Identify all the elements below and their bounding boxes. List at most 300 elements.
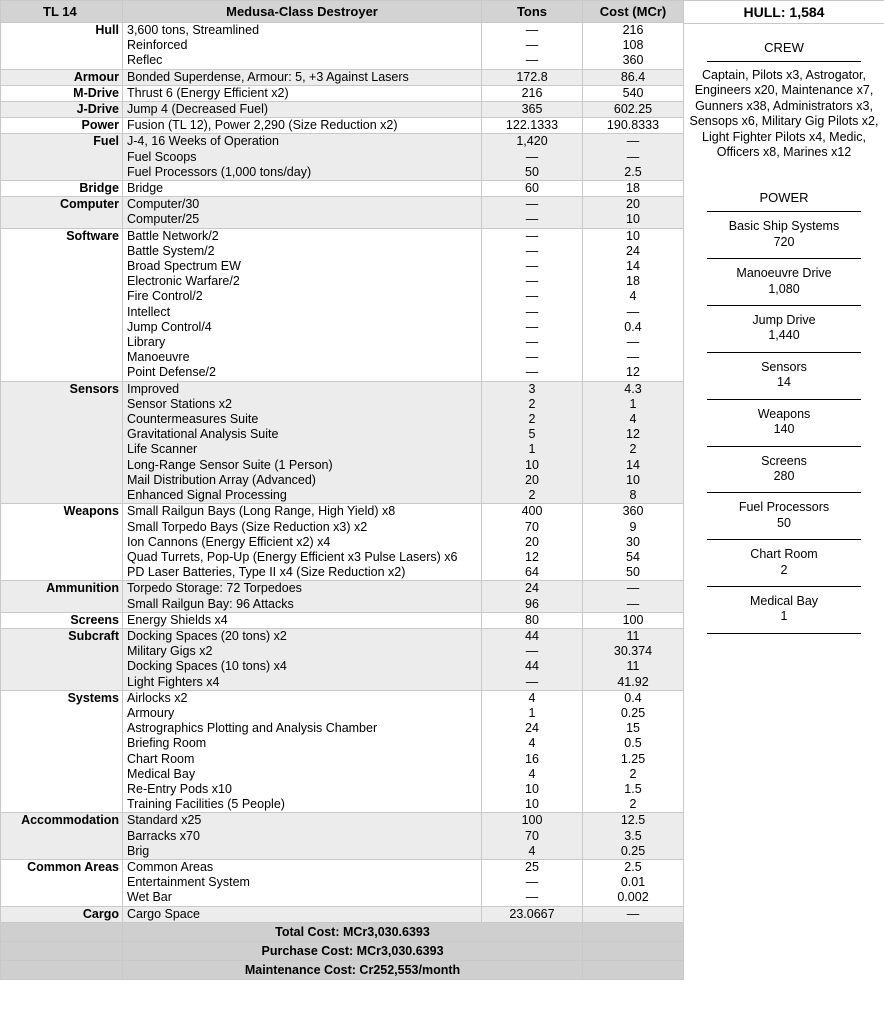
- cost-value: 41.92: [617, 674, 649, 689]
- tons-value: —: [525, 674, 539, 689]
- cost-value: 2: [629, 442, 637, 457]
- cost-value: 9: [629, 519, 637, 534]
- power-item-label: Chart Room: [750, 547, 818, 562]
- component-item: Enhanced Signal Processing: [127, 488, 287, 503]
- tons-value: 44: [525, 628, 539, 643]
- cost-value: 360: [622, 53, 644, 68]
- cost-cell: [583, 102, 684, 118]
- cost-cell: [583, 628, 684, 690]
- cost-cell: [583, 134, 684, 181]
- component-item: Chart Room: [127, 751, 195, 766]
- power-item-label: Basic Ship Systems: [728, 219, 840, 234]
- table-header-row: [1, 1, 684, 23]
- cost-cell: [583, 813, 684, 860]
- power-item-value: 280: [773, 468, 795, 483]
- category-label: Common Areas: [1, 859, 123, 906]
- table-row: [1, 859, 684, 906]
- cost-value: 86.4: [620, 69, 646, 84]
- tons-value: 2: [528, 488, 536, 503]
- maintenance-cost: Maintenance Cost: Cr252,553/month: [123, 960, 583, 979]
- category-label: Fuel: [1, 134, 123, 181]
- cost-value: 1.25: [620, 751, 646, 766]
- category-label: Sensors: [1, 381, 123, 504]
- power-list: [684, 212, 884, 633]
- component-cell: [123, 581, 482, 612]
- component-item: Computer/30: [127, 197, 200, 212]
- component-item: Barracks x70: [127, 828, 200, 843]
- component-item: Re-Entry Pods x10: [127, 781, 232, 796]
- tons-cell: [482, 612, 583, 628]
- tons-value: —: [525, 644, 539, 659]
- component-item: Reflec: [127, 53, 163, 68]
- tons-cell: [482, 197, 583, 228]
- tons-cell: [482, 628, 583, 690]
- component-item: Electronic Warfare/2: [127, 274, 240, 289]
- table-row: [1, 69, 684, 85]
- tons-value: 10: [525, 781, 539, 796]
- tons-cell: [482, 859, 583, 906]
- hull-points: HULL: 1,584: [684, 0, 884, 24]
- category-label: Cargo: [1, 906, 123, 922]
- cost-value: 18: [626, 181, 640, 196]
- tons-cell: [482, 118, 583, 134]
- component-item: Wet Bar: [127, 890, 172, 905]
- purchase-cost-row: [1, 941, 684, 960]
- component-item: Thrust 6 (Energy Efficient x2): [127, 85, 289, 100]
- tons-value: 400: [521, 504, 543, 519]
- category-label: Systems: [1, 690, 123, 813]
- cost-value: 108: [622, 38, 644, 53]
- cost-value: 3.5: [624, 828, 642, 843]
- cost-value: 1: [629, 396, 637, 411]
- component-item: Light Fighters x4: [127, 674, 220, 689]
- component-item: Bonded Superdense, Armour: 5, +3 Against Lasers: [127, 69, 409, 84]
- component-cell: [123, 906, 482, 922]
- power-item: [684, 306, 884, 352]
- tons-value: 12: [525, 549, 539, 564]
- tons-value: —: [525, 365, 539, 380]
- component-item: Mail Distribution Array (Advanced): [127, 472, 316, 487]
- cost-value: 602.25: [613, 102, 653, 117]
- component-cell: [123, 690, 482, 813]
- cost-value: 15: [626, 721, 640, 736]
- cost-value: —: [626, 596, 640, 611]
- power-item: [684, 540, 884, 586]
- cost-value: 4: [629, 289, 637, 304]
- tons-value: —: [525, 38, 539, 53]
- tons-value: 24: [525, 581, 539, 596]
- table-row: [1, 612, 684, 628]
- component-item: Battle Network/2: [127, 228, 219, 243]
- power-item: [684, 447, 884, 493]
- tons-value: —: [525, 289, 539, 304]
- table-row: [1, 628, 684, 690]
- tons-value: 44: [525, 659, 539, 674]
- tons-value: —: [525, 890, 539, 905]
- table-row: [1, 197, 684, 228]
- table-row: [1, 690, 684, 813]
- component-item: Fuel Processors (1,000 tons/day): [127, 164, 312, 179]
- cost-value: 12.5: [620, 813, 646, 828]
- component-item: Energy Shields x4: [127, 612, 228, 627]
- cost-value: 14: [626, 259, 640, 274]
- component-item: Bridge: [127, 181, 164, 196]
- component-item: Airlocks x2: [127, 690, 188, 705]
- component-item: Gravitational Analysis Suite: [127, 427, 279, 442]
- tons-cell: [482, 85, 583, 101]
- component-item: Small Torpedo Bays (Size Reduction x3) x2: [127, 519, 368, 534]
- tons-value: 1: [528, 442, 536, 457]
- cost-value: 30: [626, 534, 640, 549]
- cost-value: —: [626, 350, 640, 365]
- component-item: Docking Spaces (20 tons) x2: [127, 628, 287, 643]
- tons-value: 216: [521, 85, 543, 100]
- cost-value: —: [626, 335, 640, 350]
- cost-value: 54: [626, 549, 640, 564]
- table-row: [1, 813, 684, 860]
- tons-value: 20: [525, 472, 539, 487]
- category-label: Ammunition: [1, 581, 123, 612]
- cost-value: 360: [622, 504, 644, 519]
- tons-cell: [482, 23, 583, 70]
- category-label: J-Drive: [1, 102, 123, 118]
- tons-value: 100: [521, 813, 543, 828]
- cost-cell: [583, 228, 684, 381]
- component-item: Medical Bay: [127, 766, 196, 781]
- component-item: Fire Control/2: [127, 289, 203, 304]
- tons-value: 10: [525, 797, 539, 812]
- component-cell: [123, 813, 482, 860]
- power-item-value: 2: [780, 562, 788, 577]
- component-item: Quad Turrets, Pop-Up (Energy Efficient x3 Pulse Lasers) x6: [127, 549, 458, 564]
- cost-value: 30.374: [613, 644, 653, 659]
- component-item: 3,600 tons, Streamlined: [127, 23, 260, 37]
- divider: [707, 633, 861, 634]
- power-item-label: Manoeuvre Drive: [736, 266, 832, 281]
- component-item: Sensor Stations x2: [127, 396, 232, 411]
- tons-value: —: [525, 53, 539, 68]
- component-item: Briefing Room: [127, 736, 207, 751]
- cost-cell: [583, 197, 684, 228]
- cost-value: 1.5: [624, 781, 642, 796]
- category-label: Accommodation: [1, 813, 123, 860]
- cost-value: 100: [622, 612, 644, 627]
- cost-value: 24: [626, 243, 640, 258]
- spec-body: [1, 23, 684, 923]
- maintenance-cost-row: [1, 960, 684, 979]
- tons-value: 20: [525, 534, 539, 549]
- component-item: Fuel Scoops: [127, 149, 197, 164]
- component-item: Battle System/2: [127, 243, 215, 258]
- cost-value: 0.4: [624, 690, 642, 705]
- cost-value: 10: [626, 472, 640, 487]
- tons-value: 64: [525, 565, 539, 580]
- component-item: Broad Spectrum EW: [127, 259, 241, 274]
- component-cell: [123, 85, 482, 101]
- tons-header: Tons: [482, 1, 583, 23]
- category-label: Software: [1, 228, 123, 381]
- table-row: [1, 23, 684, 70]
- cost-cell: [583, 85, 684, 101]
- tons-value: —: [525, 212, 539, 227]
- component-item: Entertainment System: [127, 875, 250, 890]
- tons-cell: [482, 181, 583, 197]
- component-item: Military Gigs x2: [127, 644, 213, 659]
- table-row: [1, 381, 684, 504]
- cost-value: 50: [626, 565, 640, 580]
- cost-value: 216: [622, 23, 644, 37]
- tons-value: 96: [525, 596, 539, 611]
- component-item: Library: [127, 335, 166, 350]
- tons-cell: [482, 228, 583, 381]
- tons-cell: [482, 813, 583, 860]
- component-item: Common Areas: [127, 859, 214, 874]
- cost-value: 11: [626, 628, 640, 643]
- cost-cell: [583, 504, 684, 581]
- total-cost: Total Cost: MCr3,030.6393: [123, 922, 583, 941]
- component-item: Small Railgun Bays (Long Range, High Yield) x8: [127, 504, 396, 519]
- total-cost-row: [1, 922, 684, 941]
- table-row: [1, 581, 684, 612]
- tech-level-header: TL 14: [1, 1, 123, 23]
- tons-value: —: [525, 197, 539, 212]
- cost-value: 0.5: [624, 736, 642, 751]
- category-label: Subcraft: [1, 628, 123, 690]
- tons-value: —: [525, 228, 539, 243]
- tons-cell: [482, 69, 583, 85]
- component-cell: [123, 504, 482, 581]
- table-row: [1, 102, 684, 118]
- tons-value: 16: [525, 751, 539, 766]
- cost-value: —: [626, 134, 640, 149]
- cost-value: 4: [629, 412, 637, 427]
- table-row: [1, 181, 684, 197]
- category-label: Armour: [1, 69, 123, 85]
- component-item: Astrographics Plotting and Analysis Chamber: [127, 721, 378, 736]
- cost-value: 190.8333: [606, 118, 660, 133]
- tons-value: 50: [525, 164, 539, 179]
- cost-value: —: [626, 304, 640, 319]
- tons-value: 80: [525, 612, 539, 627]
- cost-cell: [583, 381, 684, 504]
- component-cell: [123, 69, 482, 85]
- component-item: Small Railgun Bay: 96 Attacks: [127, 596, 294, 611]
- tons-value: 24: [525, 721, 539, 736]
- power-item-value: 720: [773, 234, 795, 249]
- category-label: Power: [1, 118, 123, 134]
- component-cell: [123, 23, 482, 70]
- component-item: Intellect: [127, 304, 171, 319]
- tons-value: 172.8: [516, 69, 548, 84]
- component-item: Torpedo Storage: 72 Torpedoes: [127, 581, 302, 596]
- tons-cell: [482, 504, 583, 581]
- cost-cell: [583, 690, 684, 813]
- power-item: [684, 259, 884, 305]
- tons-value: 70: [525, 519, 539, 534]
- component-cell: [123, 181, 482, 197]
- power-item-label: Screens: [761, 453, 807, 468]
- ship-title-header: Medusa-Class Destroyer: [123, 1, 482, 23]
- cost-cell: [583, 23, 684, 70]
- tons-value: 70: [525, 828, 539, 843]
- cost-cell: [583, 118, 684, 134]
- component-item: Jump 4 (Decreased Fuel): [127, 102, 269, 117]
- tons-value: —: [525, 149, 539, 164]
- component-item: Life Scanner: [127, 442, 198, 457]
- table-row: [1, 118, 684, 134]
- component-cell: [123, 118, 482, 134]
- cost-cell: [583, 181, 684, 197]
- tons-value: —: [525, 304, 539, 319]
- component-item: Training Facilities (5 People): [127, 797, 285, 812]
- table-row: [1, 85, 684, 101]
- crew-heading: CREW: [764, 40, 804, 55]
- component-cell: [123, 228, 482, 381]
- cost-value: 0.01: [620, 875, 646, 890]
- cost-value: 2: [629, 766, 637, 781]
- cost-cell: [583, 581, 684, 612]
- component-cell: [123, 134, 482, 181]
- component-item: Ion Cannons (Energy Efficient x2) x4: [127, 534, 331, 549]
- component-item: Standard x25: [127, 813, 202, 828]
- cost-value: 10: [626, 212, 640, 227]
- power-item: [684, 400, 884, 446]
- power-item-value: 50: [777, 515, 791, 530]
- cost-value: 2.5: [624, 164, 642, 179]
- tons-cell: [482, 134, 583, 181]
- power-item-value: 14: [777, 375, 791, 390]
- tons-value: —: [525, 875, 539, 890]
- component-item: Reinforced: [127, 38, 188, 53]
- sidebar: [684, 0, 884, 634]
- table-row: [1, 906, 684, 922]
- tons-value: 5: [528, 427, 536, 442]
- power-item-label: Weapons: [757, 406, 811, 421]
- purchase-cost: Purchase Cost: MCr3,030.6393: [123, 941, 583, 960]
- cost-value: 20: [626, 197, 640, 212]
- component-item: Brig: [127, 843, 150, 858]
- cost-cell: [583, 612, 684, 628]
- crew-list: Captain, Pilots x3, Astrogator, Engineers x20, Maintenance x7, Gunners x38, Administrators x3, Sensops x6, Military Gig Pilots x2, Light Fighter Pilots x4, Medic, Officers x8, Marines x12: [689, 68, 879, 160]
- category-label: Weapons: [1, 504, 123, 581]
- cost-cell: [583, 906, 684, 922]
- tons-cell: [482, 906, 583, 922]
- cost-value: 10: [626, 228, 640, 243]
- power-item: [684, 587, 884, 633]
- category-label: Computer: [1, 197, 123, 228]
- component-item: Computer/25: [127, 212, 200, 227]
- tons-value: 2: [528, 412, 536, 427]
- tons-value: —: [525, 23, 539, 37]
- component-item: Fusion (TL 12), Power 2,290 (Size Reduction x2): [127, 118, 398, 133]
- tons-value: 365: [521, 102, 543, 117]
- category-label: Screens: [1, 612, 123, 628]
- cost-value: 0.25: [620, 843, 646, 858]
- cost-value: 2.5: [624, 859, 642, 874]
- tons-cell: [482, 381, 583, 504]
- category-label: M-Drive: [1, 85, 123, 101]
- component-item: Jump Control/4: [127, 319, 212, 334]
- tons-value: 4: [528, 843, 536, 858]
- tons-value: 60: [525, 181, 539, 196]
- cost-header: Cost (MCr): [583, 1, 684, 23]
- power-item-value: 1,080: [768, 281, 800, 296]
- component-cell: [123, 197, 482, 228]
- tons-cell: [482, 581, 583, 612]
- cost-value: —: [626, 149, 640, 164]
- tons-value: 4: [528, 736, 536, 751]
- tons-cell: [482, 690, 583, 813]
- cost-value: 2: [629, 797, 637, 812]
- cost-value: 540: [622, 85, 644, 100]
- tons-value: 2: [528, 396, 536, 411]
- cost-value: —: [626, 906, 640, 921]
- component-item: Manoeuvre: [127, 350, 190, 365]
- power-item: [684, 353, 884, 399]
- cost-value: 14: [626, 457, 640, 472]
- cost-value: 0.25: [620, 705, 646, 720]
- component-item: Countermeasures Suite: [127, 412, 259, 427]
- cost-cell: [583, 859, 684, 906]
- component-item: Cargo Space: [127, 906, 200, 921]
- tons-value: —: [525, 319, 539, 334]
- power-heading: POWER: [759, 190, 809, 206]
- tons-value: —: [525, 335, 539, 350]
- cost-value: 12: [626, 365, 640, 380]
- power-item-label: Fuel Processors: [738, 500, 830, 515]
- component-item: Improved: [127, 381, 180, 396]
- component-cell: [123, 628, 482, 690]
- category-label: Bridge: [1, 181, 123, 197]
- tons-cell: [482, 102, 583, 118]
- table-row: [1, 134, 684, 181]
- cost-value: 8: [629, 488, 637, 503]
- tons-value: 122.1333: [505, 118, 559, 133]
- power-item-value: 1,440: [768, 328, 800, 343]
- component-cell: [123, 381, 482, 504]
- power-item: [684, 493, 884, 539]
- tons-value: —: [525, 243, 539, 258]
- tons-value: 10: [525, 457, 539, 472]
- component-cell: [123, 859, 482, 906]
- cost-value: 11: [626, 659, 640, 674]
- cost-value: 0.002: [617, 890, 649, 905]
- cost-cell: [583, 69, 684, 85]
- power-item-label: Medical Bay: [749, 593, 819, 608]
- tons-value: 4: [528, 690, 536, 705]
- component-cell: [123, 612, 482, 628]
- cost-value: 12: [626, 427, 640, 442]
- component-item: Docking Spaces (10 tons) x4: [127, 659, 287, 674]
- component-item: PD Laser Batteries, Type II x4 (Size Reduction x2): [127, 565, 406, 580]
- component-item: Point Defense/2: [127, 365, 216, 380]
- tons-value: —: [525, 350, 539, 365]
- component-item: Long-Range Sensor Suite (1 Person): [127, 457, 333, 472]
- power-item: [684, 212, 884, 258]
- power-item-value: 1: [780, 609, 788, 624]
- tons-value: —: [525, 259, 539, 274]
- cost-value: —: [626, 581, 640, 596]
- power-item-label: Jump Drive: [752, 313, 816, 328]
- table-row: [1, 504, 684, 581]
- tons-value: 25: [525, 859, 539, 874]
- power-item-value: 140: [773, 422, 795, 437]
- tons-value: 1: [528, 705, 536, 720]
- tons-value: 23.0667: [509, 906, 555, 921]
- power-item-label: Sensors: [761, 359, 807, 374]
- cost-value: 4.3: [624, 381, 642, 396]
- component-item: Armoury: [127, 705, 175, 720]
